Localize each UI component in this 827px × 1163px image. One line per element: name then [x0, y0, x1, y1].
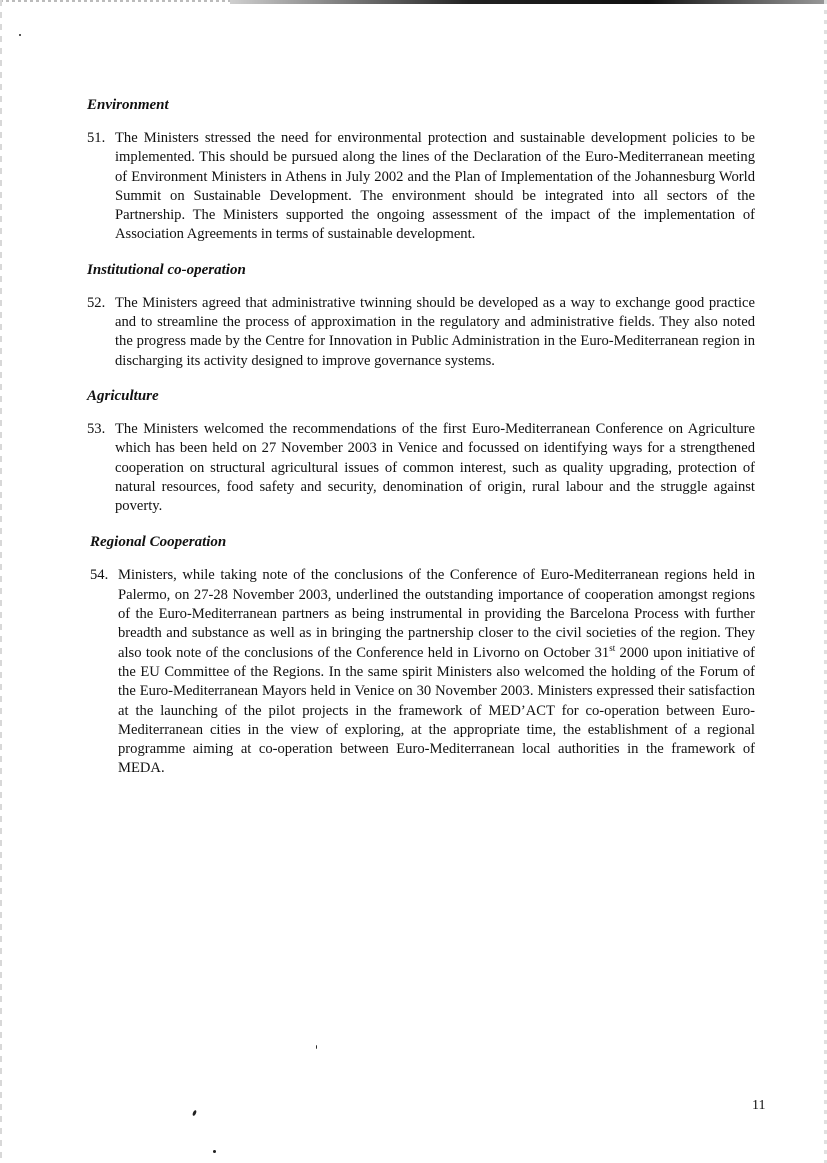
section-heading-environment: Environment [87, 97, 169, 113]
paragraph-52 [87, 294, 755, 371]
paragraph-text: The Ministers welcomed the recommendations of the first Euro-Mediterranean Conference on Agriculture which has been held on 27 November 2003 in Venice and focussed on identifying ways for a strengthened cooperation on structural agricultural issues of common interest, such as quality upgrading, protection of natural resources, food safety and security, denomination of origin, rural labour and the struggle against poverty. [115, 420, 755, 515]
paragraph-53 [87, 420, 755, 516]
ordinal-superscript: st [609, 642, 616, 653]
paragraph-number: 52. [87, 294, 106, 311]
document-body [87, 95, 755, 793]
section-heading-agriculture: Agriculture [87, 387, 159, 404]
scan-speck [192, 1110, 197, 1117]
paragraph-51 [87, 129, 755, 245]
scan-speck [213, 1150, 216, 1153]
scan-edge-top [230, 0, 827, 4]
paragraph-number: 54. [90, 567, 109, 584]
section-heading-regional-cooperation: Regional Cooperation [90, 534, 227, 551]
paragraph-text: The Ministers agreed that administrative twinning should be developed as a way to exchange good practice and to streamline the process of approximation in the regulatory and administrative fields. They also noted the progress made by the Centre for Innovation in Public Administration in the Euro-Mediterranean region in discharging its activity designed to improve governance systems. [115, 294, 755, 369]
scan-edge-left [0, 0, 2, 1163]
scan-speck [316, 1045, 317, 1049]
section-heading-institutional-cooperation: Institutional co-operation [87, 261, 246, 278]
paragraph-text: The Ministers stressed the need for environmental protection and sustainable development policies to be implemented. This should be pursued along the lines of the Declaration of the Euro-Mediterranean meeting of Environment Ministers in Athens in July 2002 and the Plan of Implementation of the Johannesburg World Summit on Sustainable Development. The environment should be integrated into all sectors of the Partnership. The Ministers supported the ongoing assessment of the impact of the implementation of Association Agreements in terms of sustainable development. [115, 130, 755, 243]
scan-edge-top-left [0, 0, 230, 2]
scan-speck [19, 34, 21, 36]
page-number: 11 [752, 1098, 766, 1113]
paragraph-text-continued: 2000 upon initiative of the EU Committee of the Regions. In the same spirit Ministers also welcomed the holding of the Forum of the Euro-Mediterranean Mayors held in Venice on 30 November 2003. Ministers expressed their satisfaction at the launching of the pilot projects in the framework of MED’ACT for co-operation between Euro-Mediterranean cities in the view of exploring, at the appropriate time, the establishment of a regional programme aiming at co-operation between Euro-Mediterranean local authorities in the framework of MEDA. [118, 644, 755, 777]
paragraph-number: 53. [87, 420, 106, 437]
paragraph-54 [90, 566, 755, 778]
paragraph-text: Ministers, while taking note of the conclusions of the Conference of Euro-Mediterranean regions held in Palermo, on 27-28 November 2003, underlined the outstanding importance of cooperation amongst regions of the Euro-Mediterranean partners as being instrumental in providing the Barcelona Process with further breadth and substance as well as in bringing the partnership closer to the civil societies of the region. They also took note of the conclusions of the Conference held in Livorno on October 31 [118, 567, 755, 661]
paragraph-number: 51. [87, 130, 106, 146]
